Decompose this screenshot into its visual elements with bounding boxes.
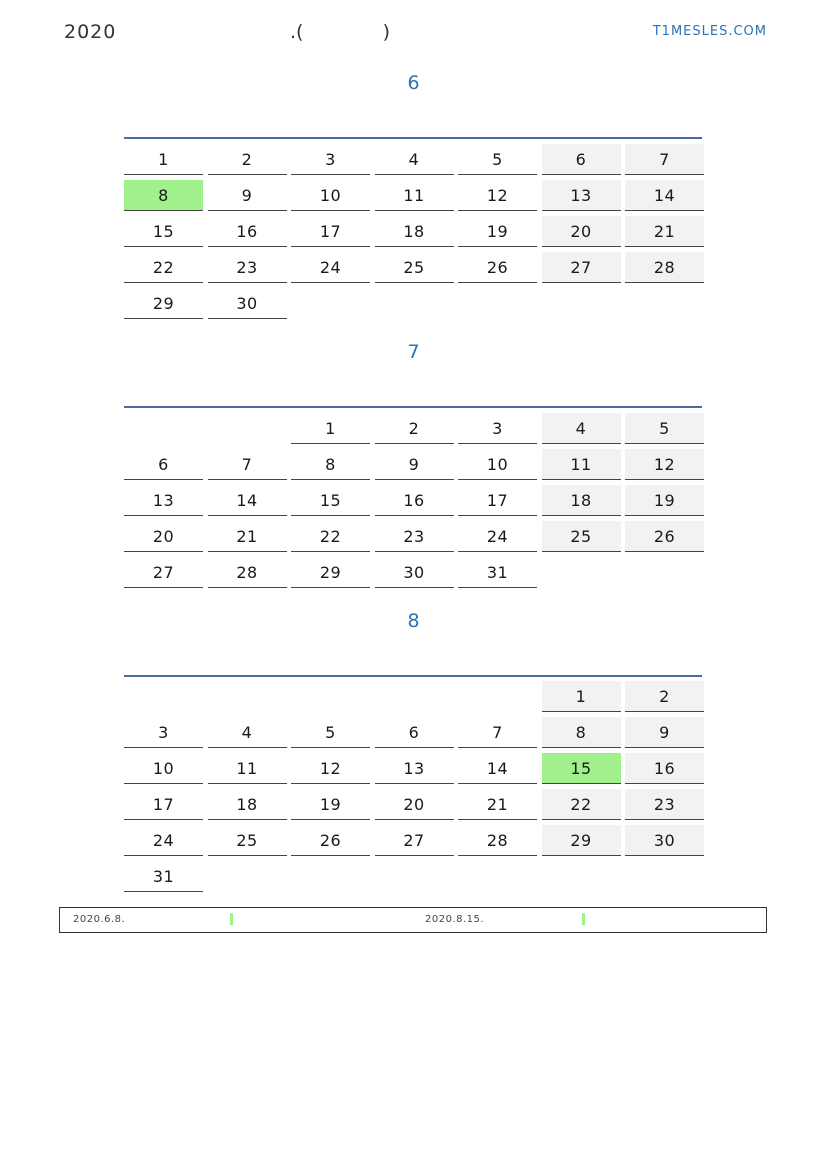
day-cell: 8 — [542, 717, 621, 748]
day-cell: 3 — [458, 413, 537, 444]
day-cell: 20 — [375, 789, 454, 820]
day-cell: 25 — [375, 252, 454, 283]
day-cell: 6 — [542, 144, 621, 175]
legend-marker-1 — [230, 913, 233, 925]
day-cell: 18 — [208, 789, 287, 820]
legend-date-1: 2020.6.8. — [73, 914, 126, 925]
day-cell: 10 — [291, 180, 370, 211]
day-cell: 29 — [542, 825, 621, 856]
day-cell: 29 — [291, 557, 370, 588]
day-cell: 13 — [375, 753, 454, 784]
day-cell: 15 — [542, 753, 621, 784]
month-grid — [124, 144, 704, 319]
day-cell: 7 — [625, 144, 704, 175]
header-year: 2020 — [64, 21, 117, 43]
day-cell: 6 — [375, 717, 454, 748]
empty-day-cell — [458, 681, 537, 712]
day-cell: 17 — [458, 485, 537, 516]
day-cell: 14 — [625, 180, 704, 211]
month-title: 6 — [407, 72, 420, 94]
day-cell: 27 — [375, 825, 454, 856]
day-cell: 1 — [542, 681, 621, 712]
day-cell: 25 — [208, 825, 287, 856]
day-cell: 12 — [291, 753, 370, 784]
day-cell: 8 — [291, 449, 370, 480]
day-cell: 14 — [458, 753, 537, 784]
day-cell: 31 — [124, 861, 203, 892]
month-grid — [124, 413, 704, 588]
day-cell: 24 — [124, 825, 203, 856]
day-cell: 13 — [124, 485, 203, 516]
day-cell: 15 — [291, 485, 370, 516]
day-cell: 4 — [375, 144, 454, 175]
header-paren-open: .( — [290, 21, 304, 43]
day-cell: 12 — [458, 180, 537, 211]
day-cell: 1 — [291, 413, 370, 444]
day-cell: 6 — [124, 449, 203, 480]
day-cell: 30 — [375, 557, 454, 588]
header-paren-close: ) — [382, 21, 390, 43]
empty-day-cell — [124, 681, 203, 712]
day-cell: 13 — [542, 180, 621, 211]
month-divider — [124, 675, 702, 677]
empty-day-cell — [375, 681, 454, 712]
day-cell: 22 — [124, 252, 203, 283]
day-cell: 5 — [625, 413, 704, 444]
month-grid — [124, 681, 704, 892]
day-cell: 26 — [458, 252, 537, 283]
day-cell: 15 — [124, 216, 203, 247]
day-cell: 30 — [625, 825, 704, 856]
day-cell: 10 — [458, 449, 537, 480]
month-title: 8 — [407, 610, 420, 632]
site-link[interactable]: T1MESLES.COM — [652, 24, 767, 39]
day-cell: 20 — [124, 521, 203, 552]
day-cell: 17 — [291, 216, 370, 247]
empty-day-cell — [291, 681, 370, 712]
day-cell: 4 — [542, 413, 621, 444]
day-cell: 11 — [375, 180, 454, 211]
day-cell: 9 — [375, 449, 454, 480]
day-cell: 5 — [458, 144, 537, 175]
day-cell: 24 — [291, 252, 370, 283]
day-cell: 21 — [458, 789, 537, 820]
day-cell: 17 — [124, 789, 203, 820]
day-cell: 22 — [291, 521, 370, 552]
day-cell: 28 — [458, 825, 537, 856]
day-cell: 19 — [625, 485, 704, 516]
day-cell: 25 — [542, 521, 621, 552]
day-cell: 4 — [208, 717, 287, 748]
day-cell: 7 — [208, 449, 287, 480]
month-divider — [124, 137, 702, 139]
day-cell: 21 — [208, 521, 287, 552]
day-cell: 11 — [208, 753, 287, 784]
day-cell: 16 — [375, 485, 454, 516]
day-cell: 16 — [625, 753, 704, 784]
day-cell: 1 — [124, 144, 203, 175]
day-cell: 18 — [542, 485, 621, 516]
day-cell: 27 — [124, 557, 203, 588]
day-cell: 8 — [124, 180, 203, 211]
day-cell: 20 — [542, 216, 621, 247]
day-cell: 19 — [458, 216, 537, 247]
legend-marker-2 — [582, 913, 585, 925]
empty-day-cell — [208, 681, 287, 712]
day-cell: 24 — [458, 521, 537, 552]
legend-box — [59, 907, 767, 933]
header-parenthetical — [290, 21, 390, 43]
day-cell: 23 — [208, 252, 287, 283]
day-cell: 23 — [625, 789, 704, 820]
day-cell: 12 — [625, 449, 704, 480]
day-cell: 10 — [124, 753, 203, 784]
day-cell: 26 — [291, 825, 370, 856]
day-cell: 28 — [625, 252, 704, 283]
empty-day-cell — [208, 413, 287, 444]
day-cell: 9 — [625, 717, 704, 748]
day-cell: 16 — [208, 216, 287, 247]
day-cell: 14 — [208, 485, 287, 516]
day-cell: 3 — [124, 717, 203, 748]
day-cell: 26 — [625, 521, 704, 552]
day-cell: 9 — [208, 180, 287, 211]
legend-date-2: 2020.8.15. — [425, 914, 485, 925]
month-divider — [124, 406, 702, 408]
day-cell: 23 — [375, 521, 454, 552]
day-cell: 2 — [208, 144, 287, 175]
day-cell: 28 — [208, 557, 287, 588]
day-cell: 3 — [291, 144, 370, 175]
day-cell: 2 — [625, 681, 704, 712]
day-cell: 7 — [458, 717, 537, 748]
empty-day-cell — [124, 413, 203, 444]
day-cell: 31 — [458, 557, 537, 588]
day-cell: 22 — [542, 789, 621, 820]
month-title: 7 — [407, 341, 420, 363]
day-cell: 11 — [542, 449, 621, 480]
day-cell: 27 — [542, 252, 621, 283]
day-cell: 19 — [291, 789, 370, 820]
day-cell: 18 — [375, 216, 454, 247]
day-cell: 29 — [124, 288, 203, 319]
day-cell: 2 — [375, 413, 454, 444]
day-cell: 5 — [291, 717, 370, 748]
day-cell: 30 — [208, 288, 287, 319]
day-cell: 21 — [625, 216, 704, 247]
